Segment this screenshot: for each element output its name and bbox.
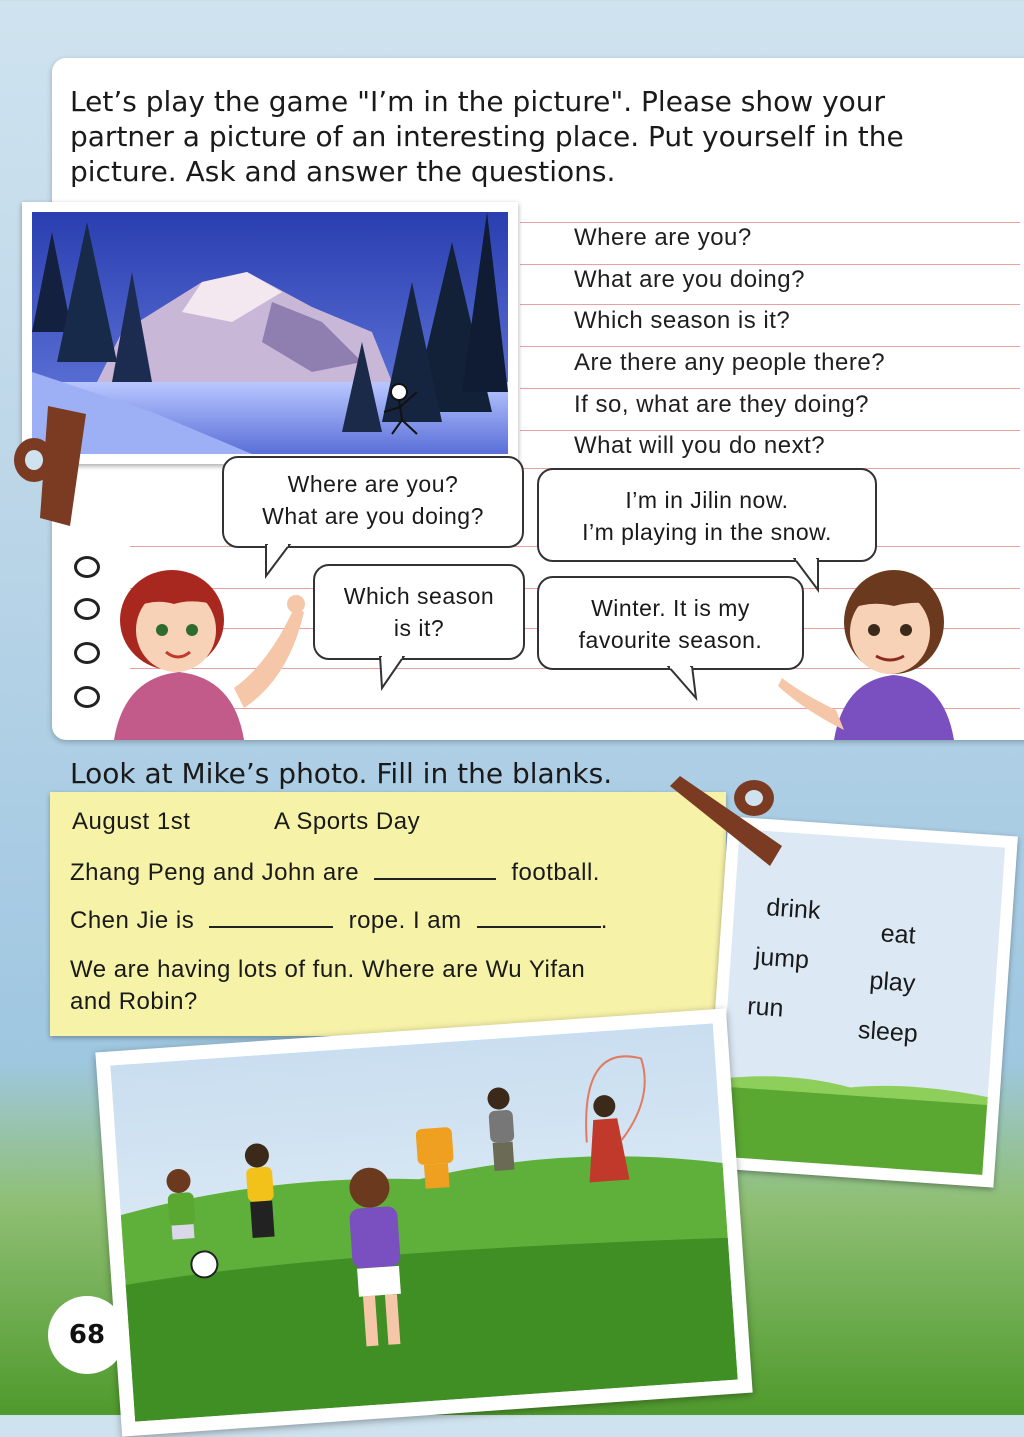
bubble-line: Winter. It is my [591,595,750,621]
girl-illustration [104,568,314,740]
note-line-4: We are having lots of fun. Where are Wu Yifan [70,956,586,983]
question-3: Which season is it? [574,307,791,334]
ruled-line [520,264,1020,265]
note-text: Chen Jie is [70,907,195,934]
note-text: rope. I am [348,907,462,934]
clip-icon [670,776,790,868]
page-number: 68 [48,1296,126,1374]
bubble-line: Which season [343,583,495,609]
boy-illustration [774,560,974,740]
question-2: What are you doing? [574,266,805,293]
note-line-2 [70,858,600,887]
blank-1[interactable] [374,858,496,880]
instruction-text: Let’s play the game "I’m in the picture". Please show your partner a picture of an interesting place. Put yourself in the picture. Ask and answer the questions. [70,85,904,188]
question-1: Where are you? [574,224,752,251]
word-drink: drink [765,893,822,925]
note-line-5: and Robin? [70,988,198,1015]
word-sleep: sleep [857,1015,919,1048]
speech-bubble-girl-1 [222,456,524,548]
ruled-line [520,430,1020,431]
bubble-tail [374,656,414,692]
football-icon [191,1251,219,1279]
spiral-hole [74,642,100,664]
bubble-line: I’m playing in the snow. [582,519,832,545]
spiral-hole [74,598,100,620]
speech-bubble-boy-2 [537,576,804,670]
bubble-line: Where are you? [287,471,459,497]
question-6: What will you do next? [574,432,826,459]
bubble-line: favourite season. [578,627,763,653]
bubble-line: is it? [393,615,445,641]
speech-bubble-boy-1 [537,468,877,562]
blank-2[interactable] [209,906,333,928]
snow-mountain-photo [22,202,518,464]
fill-in-note [50,792,726,1036]
blank-3[interactable] [477,906,601,928]
ruled-line [520,222,1020,223]
note-text: Zhang Peng and John are [70,859,360,886]
question-4: Are there any people there? [574,349,886,376]
spiral-hole [74,686,100,708]
note-text: . [600,907,608,934]
clip-icon [8,406,88,530]
ruled-line [520,346,1020,347]
sports-day-photo [95,1008,752,1436]
note-line-3 [70,906,608,935]
note-event: A Sports Day [274,808,421,835]
spiral-hole [74,556,100,578]
speech-bubble-girl-2 [313,564,525,660]
note-text: football. [511,859,600,886]
ruled-line [520,304,1020,305]
note-date: August 1st [72,808,191,835]
ruled-line [520,388,1020,389]
word-play: play [868,966,917,998]
bubble-line: I’m in Jilin now. [625,487,789,513]
bubble-tail [664,666,704,702]
question-5: If so, what are they doing? [574,391,870,418]
bubble-line: What are you doing? [262,503,484,529]
word-run: run [746,992,785,1023]
word-bank-card [704,816,1018,1187]
word-jump: jump [753,942,810,975]
instruction-text-2: Look at Mike’s photo. Fill in the blanks. [70,757,613,790]
word-eat: eat [879,919,917,950]
